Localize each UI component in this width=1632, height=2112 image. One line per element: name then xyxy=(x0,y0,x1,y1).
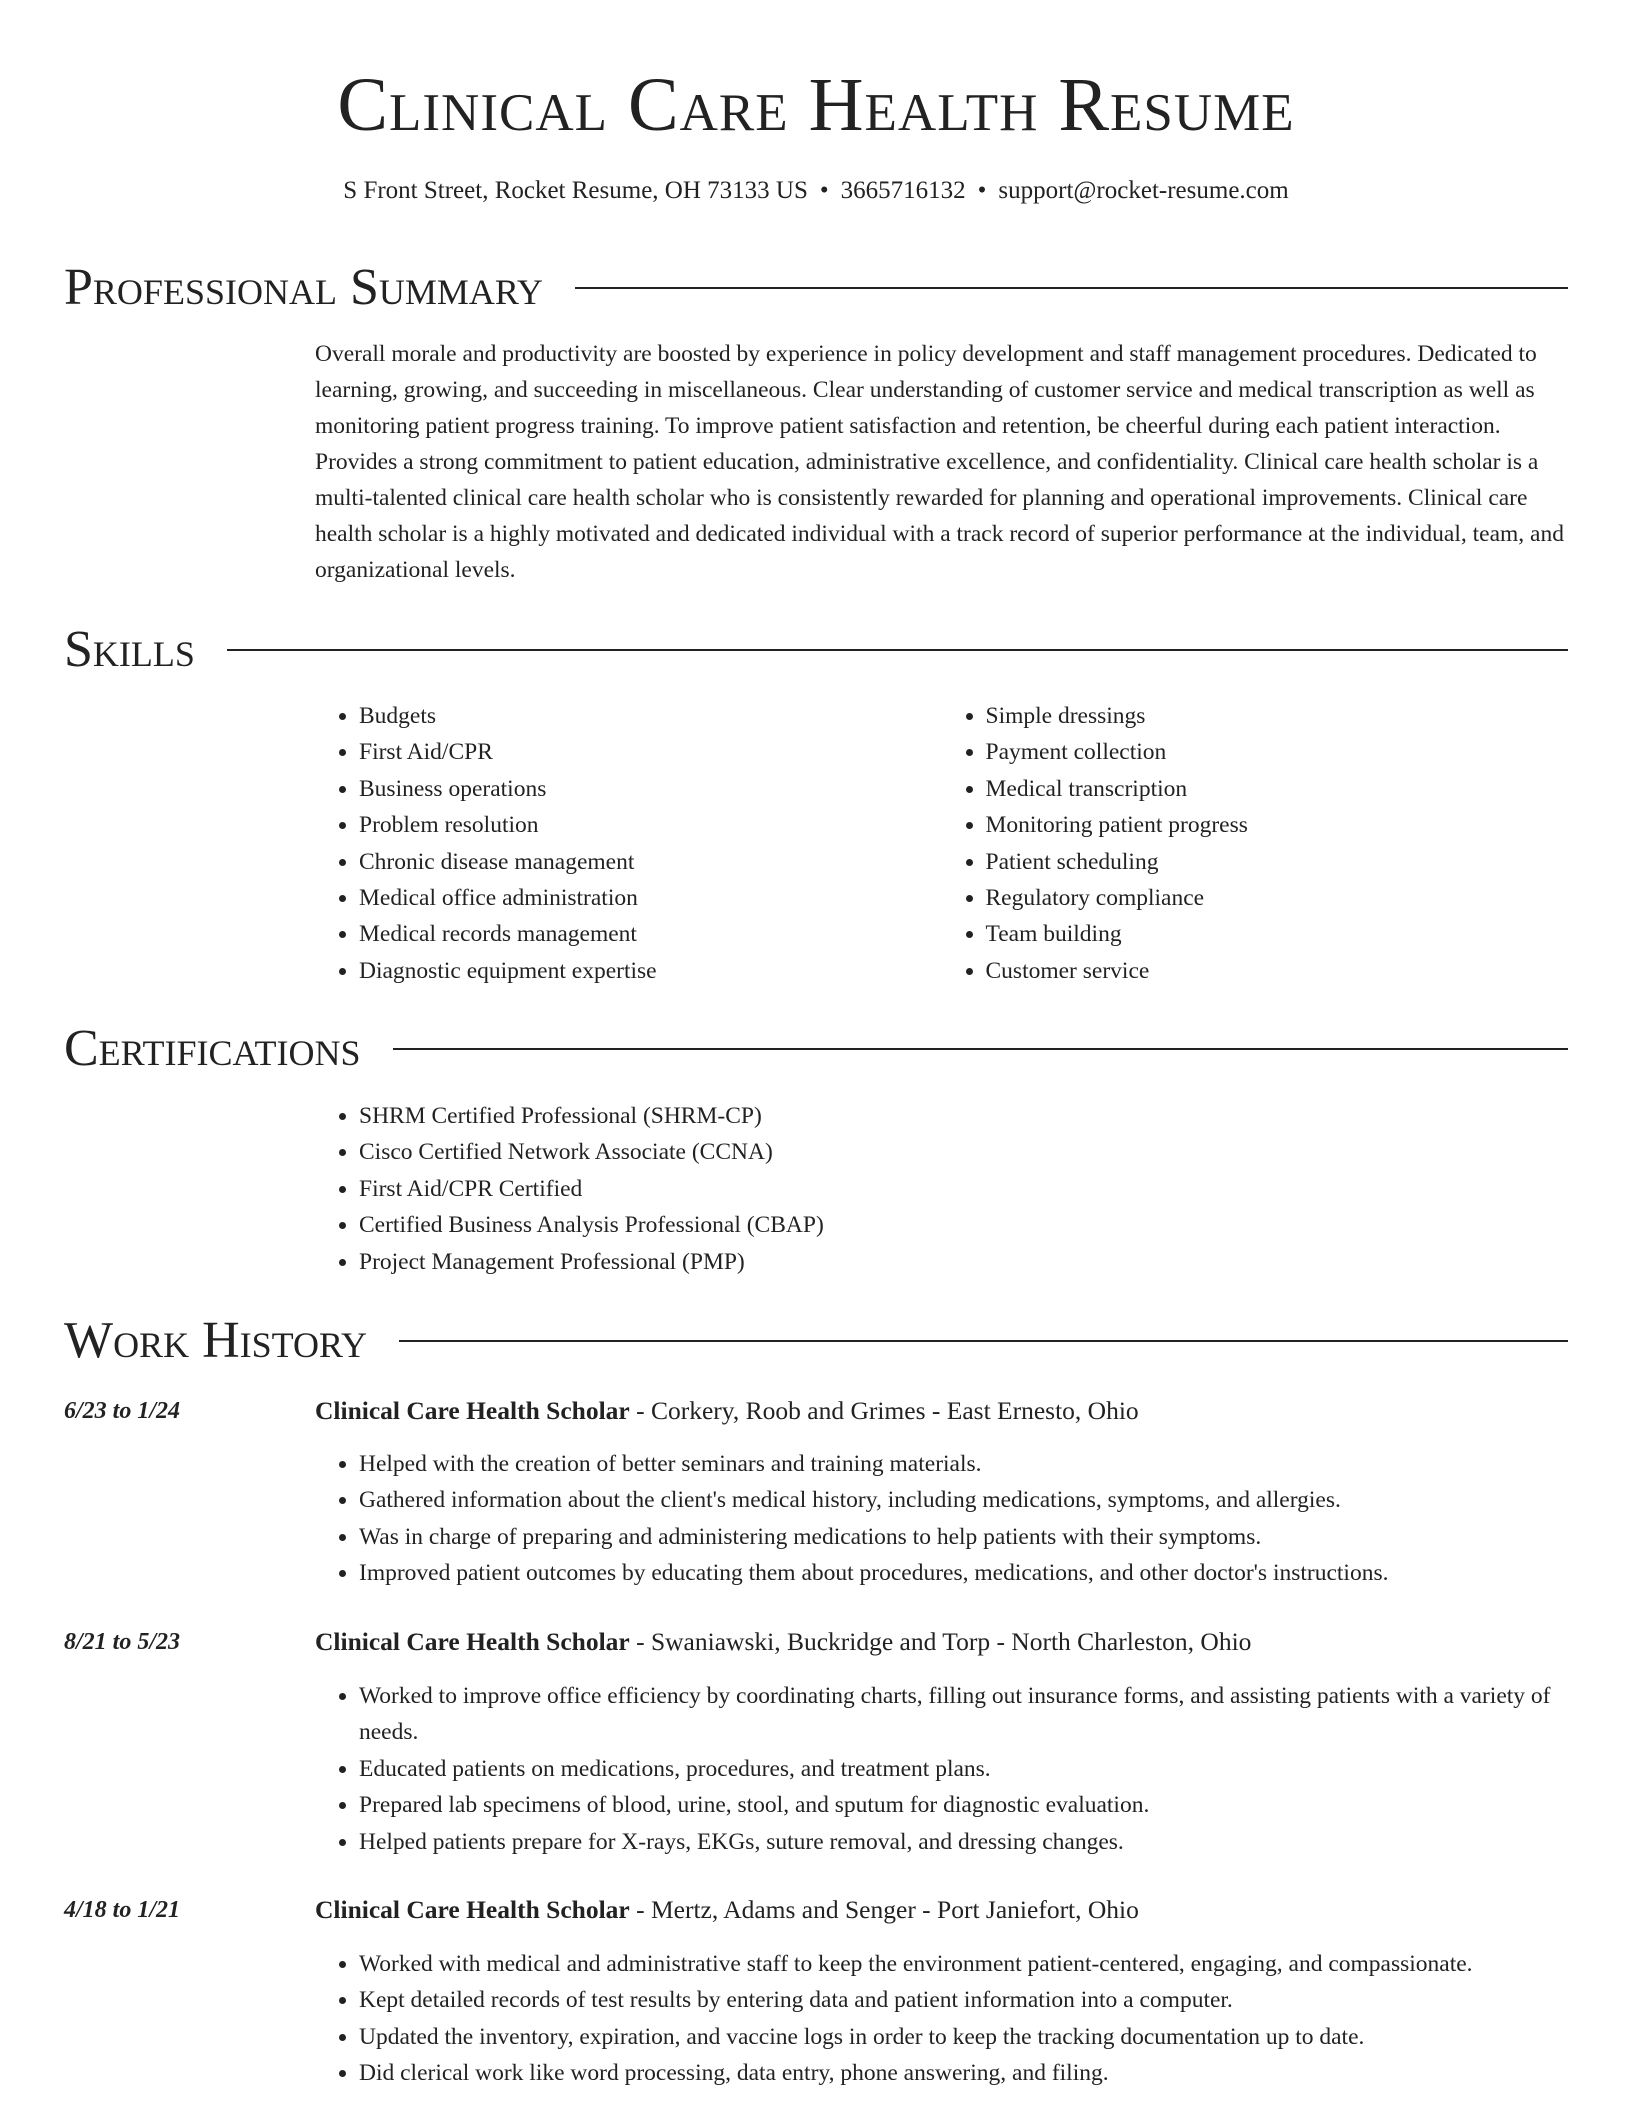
section-divider xyxy=(393,1048,1568,1050)
work-section-title: Work History xyxy=(64,1312,368,1369)
certification-item: • Certified Business Analysis Professional (CBAP) xyxy=(359,1207,1568,1243)
skill-item: • Patient scheduling xyxy=(986,844,1569,880)
job-duties-list xyxy=(315,1678,1568,1860)
certification-item: • SHRM Certified Professional (SHRM-CP) xyxy=(359,1098,1568,1134)
skill-item: • Chronic disease management xyxy=(359,844,942,880)
skill-item: • First Aid/CPR xyxy=(359,734,942,770)
job-duties xyxy=(315,1446,1568,1592)
certifications-block xyxy=(315,1098,1568,1280)
job-duties xyxy=(315,1946,1568,2092)
skills-section-title: Skills xyxy=(64,621,195,678)
job-dates: 6/23 to 1/24 xyxy=(64,1398,181,1424)
job-duty-item: • Worked with medical and administrative staff to keep the environment patient-centered, engaging, and compassionate. xyxy=(359,1946,1568,1982)
job-duties-list xyxy=(315,1446,1568,1592)
job-employer: - Mertz, Adams and Senger - Port Janiefort, Ohio xyxy=(629,1895,1139,1924)
job-heading xyxy=(315,1895,1568,1925)
skill-item: • Medical office administration xyxy=(359,880,942,916)
job-duty-item: • Gathered information about the client's medical history, including medications, symptoms, and allergies. xyxy=(359,1482,1568,1518)
certification-item: • Cisco Certified Network Associate (CCNA) xyxy=(359,1134,1568,1170)
skill-item: • Problem resolution xyxy=(359,807,942,843)
job-duties xyxy=(315,1678,1568,1860)
summary-section-header xyxy=(64,258,1568,318)
job-employer: - Swaniawski, Buckridge and Torp - North Charleston, Ohio xyxy=(629,1627,1252,1656)
contact-address: S Front Street, Rocket Resume, OH 73133 US xyxy=(343,177,808,204)
skill-item: • Payment collection xyxy=(986,734,1569,770)
job-duty-item: • Helped with the creation of better seminars and training materials. xyxy=(359,1446,1568,1482)
summary-block xyxy=(315,336,1568,588)
job-title: Clinical Care Health Scholar xyxy=(315,1895,630,1924)
certification-item: • Project Management Professional (PMP) xyxy=(359,1244,1568,1280)
job-duty-item: • Helped patients prepare for X-rays, EKGs, suture removal, and dressing changes. xyxy=(359,1824,1568,1860)
job-duty-item: • Improved patient outcomes by educating them about procedures, medications, and other doctor's instructions. xyxy=(359,1555,1568,1591)
job-duty-item: • Worked to improve office efficiency by coordinating charts, filling out insurance forms, and assisting patients with a variety of needs. xyxy=(359,1678,1568,1751)
skill-item: • Medical records management xyxy=(359,916,942,952)
section-divider xyxy=(575,287,1568,289)
job-duty-item: • Kept detailed records of test results by entering data and patient information into a computer. xyxy=(359,1982,1568,2018)
resume-name: Clinical Care Health Resume xyxy=(337,63,1295,147)
contact-line xyxy=(0,176,1632,206)
job-duty-item: • Did clerical work like word processing, data entry, phone answering, and filing. xyxy=(359,2055,1568,2091)
skill-item: • Medical transcription xyxy=(986,771,1569,807)
job-duty-item: • Educated patients on medications, procedures, and treatment plans. xyxy=(359,1751,1568,1787)
job-duty-item: • Prepared lab specimens of blood, urine, stool, and sputum for diagnostic evaluation. xyxy=(359,1787,1568,1823)
job-title: Clinical Care Health Scholar xyxy=(315,1396,630,1425)
skill-item: • Customer service xyxy=(986,953,1569,989)
skill-item: • Budgets xyxy=(359,698,942,734)
contact-separator: • xyxy=(977,177,987,204)
job-dates: 8/21 to 5/23 xyxy=(64,1629,181,1655)
section-divider xyxy=(227,649,1568,651)
contact-phone: 3665716132 xyxy=(840,177,966,204)
job-duty-item: • Updated the inventory, expiration, and vaccine logs in order to keep the tracking documentation up to date. xyxy=(359,2019,1568,2055)
certifications-section-header xyxy=(64,1019,1568,1079)
skill-item: • Monitoring patient progress xyxy=(986,807,1569,843)
contact-separator: • xyxy=(819,177,829,204)
job-employer: - Corkery, Roob and Grimes - East Ernesto, Ohio xyxy=(629,1396,1139,1425)
summary-text: Overall morale and productivity are boosted by experience in policy development and staff management procedures. Dedicated to learning, growing, and succeeding in miscellaneous. Clear understanding of customer service and medical transcription as well as monitoring patient progress training. To improve patient satisfaction and retention, be cheerful during each patient interaction. Provides a strong commitment to patient education, administrative excellence, and confidentiality. Clinical care health scholar is a multi-talented clinical care health scholar who is consistently rewarded for planning and operational improvements. Clinical care health scholar is a highly motivated and dedicated individual with a track record of superior performance at the individual, team, and organizational levels. xyxy=(315,341,1564,583)
skill-item: • Simple dressings xyxy=(986,698,1569,734)
job-heading xyxy=(315,1627,1568,1657)
contact-email: support@rocket-resume.com xyxy=(998,177,1289,204)
summary-section-title: Professional Summary xyxy=(64,259,543,316)
section-divider xyxy=(399,1340,1568,1342)
certifications-list xyxy=(315,1098,1568,1280)
certification-item: • First Aid/CPR Certified xyxy=(359,1171,1568,1207)
job-dates: 4/18 to 1/21 xyxy=(64,1897,181,1923)
skill-item: • Business operations xyxy=(359,771,942,807)
job-title: Clinical Care Health Scholar xyxy=(315,1627,630,1656)
certifications-section-title: Certifications xyxy=(64,1020,361,1077)
skills-list-left xyxy=(315,698,942,989)
skills-section-header xyxy=(64,620,1568,680)
job-duty-item: • Was in charge of preparing and administering medications to help patients with their symptoms. xyxy=(359,1519,1568,1555)
skills-block xyxy=(315,698,1568,989)
skill-item: • Diagnostic equipment expertise xyxy=(359,953,942,989)
work-section-header xyxy=(64,1311,1568,1371)
skills-list-right xyxy=(942,698,1569,989)
job-duties-list xyxy=(315,1946,1568,2092)
skill-item: • Team building xyxy=(986,916,1569,952)
skill-item: • Regulatory compliance xyxy=(986,880,1569,916)
job-heading xyxy=(315,1396,1568,1426)
skills-columns xyxy=(315,698,1568,989)
